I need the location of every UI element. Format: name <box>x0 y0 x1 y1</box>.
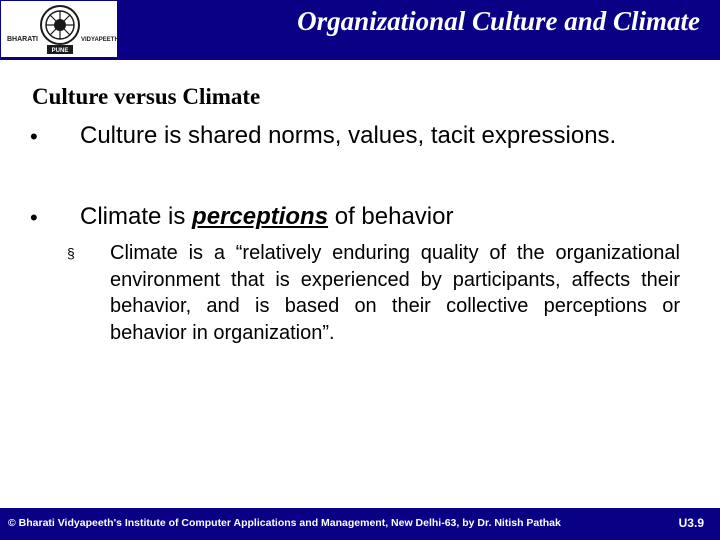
bullet-marker: • <box>30 205 38 230</box>
bullet-text-start: Climate is <box>80 203 193 230</box>
bullet-text-end: of behavior <box>328 203 454 230</box>
bullet-text: Culture is shared norms, values, tacit expressions. <box>80 122 617 149</box>
logo-text-right: VIDYAPEETH <box>81 37 119 43</box>
slide-number: U3.9 <box>678 516 704 530</box>
logo-text-left: BHARATI <box>7 36 38 43</box>
footer-copyright: © Bharati Vidyapeeth's Institute of Computer Applications and Management, New Delhi-63, by Dr. Nitish Pathak <box>8 517 561 529</box>
bullet-marker: • <box>30 124 38 149</box>
footer-bar <box>0 508 720 540</box>
section-heading: Culture versus Climate <box>32 84 261 109</box>
sub-bullet-text: Climate is a “relatively enduring quality of the organizational environment that is experienced by participants, affects their behavior, and is based on their collective perceptions or behavior in organization”. <box>110 242 680 344</box>
header-bar <box>0 0 720 60</box>
sub-bullet-marker: § <box>67 245 75 261</box>
emphasis-text: perceptions <box>192 203 329 230</box>
slide-title: Organizational Culture and Climate <box>297 6 700 36</box>
logo-text-bottom: PUNE <box>51 48 69 54</box>
bharati-vidyapeeth-logo-icon <box>0 0 118 58</box>
bullet-text <box>80 203 678 231</box>
